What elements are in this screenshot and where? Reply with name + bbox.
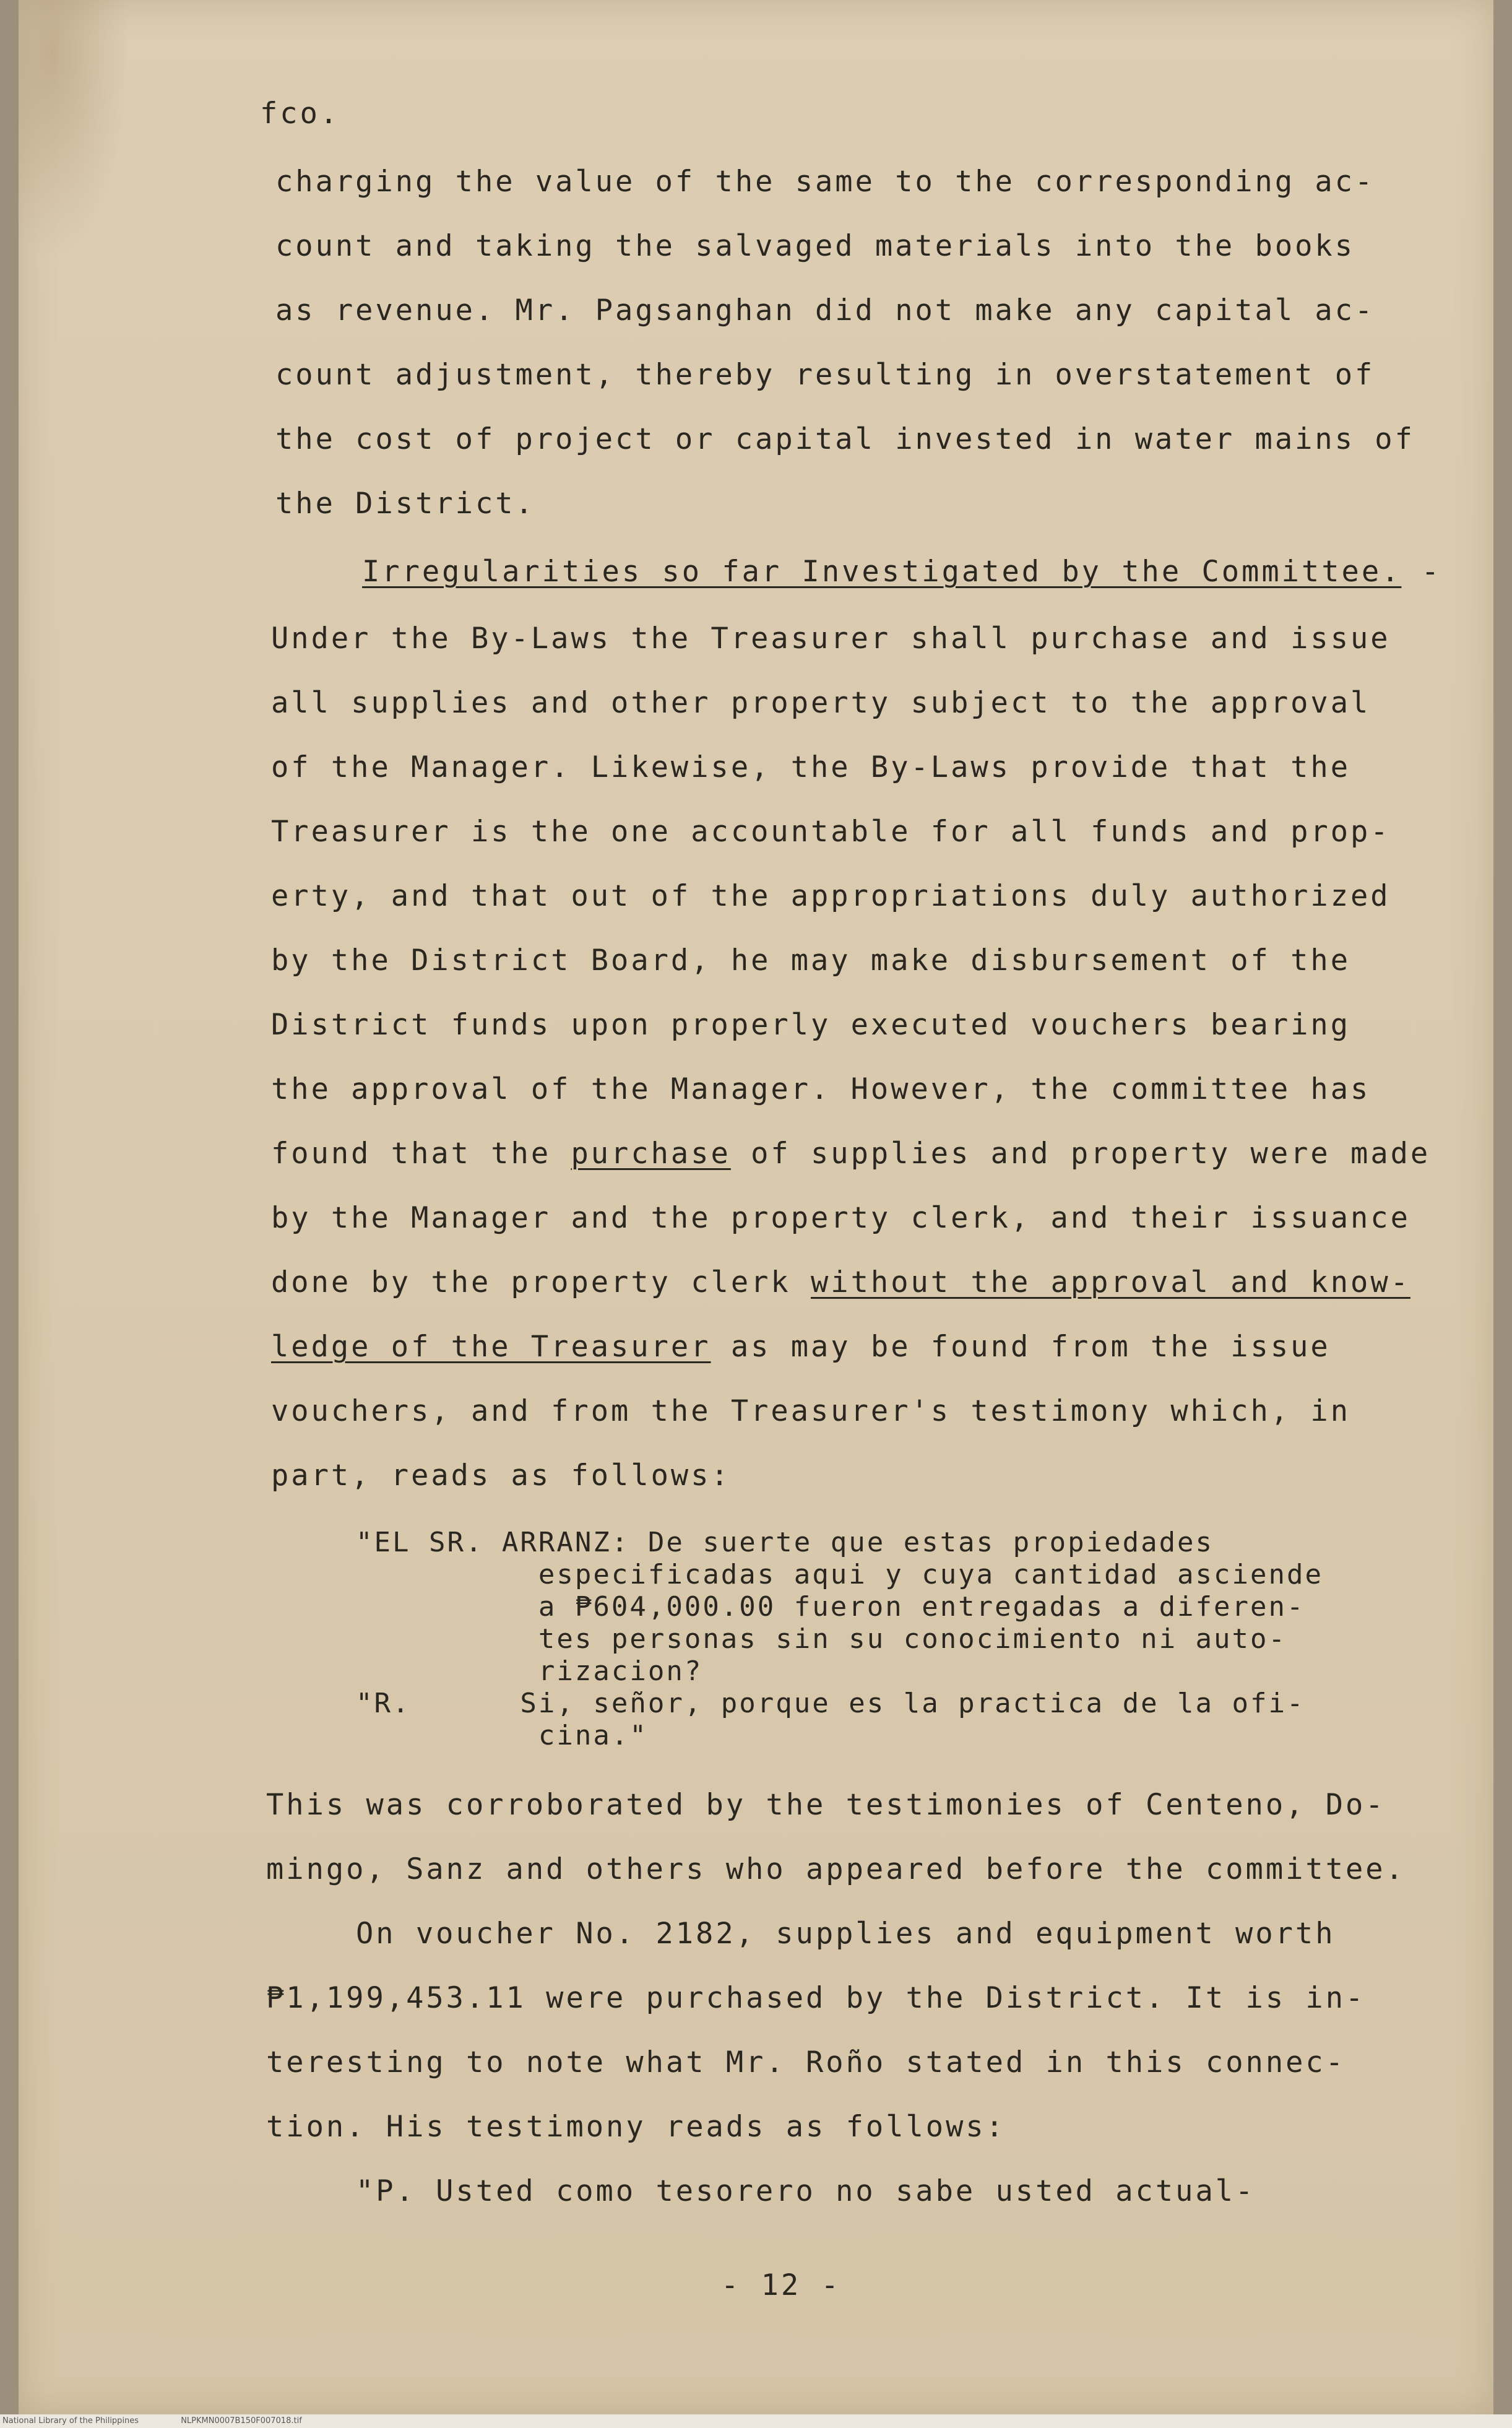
para1-line-6: the District. [275, 487, 535, 521]
knowledge-treasurer-underlined: ledge of the Treasurer [271, 1330, 711, 1364]
purchase-underlined: purchase [571, 1137, 731, 1171]
para2-line-9-a: found that the [271, 1137, 571, 1171]
para4-line-2: ₱1,199,453.11 were purchased by the District. It is in- [266, 1981, 1366, 2015]
para2-line-7: District funds upon properly executed vouchers bearing [271, 1008, 1351, 1042]
para1-line-5: the cost of project or capital invested in water mains of [275, 422, 1415, 456]
quote1-line-3: a ₱604,000.00 fueron entregadas a diferen- [356, 1591, 1305, 1623]
para2-line-5: erty, and that out of the appropriations duly authorized [271, 879, 1391, 913]
para2-line-3: of the Manager. Likewise, the By-Laws provide that the [271, 750, 1351, 784]
para2-line-10: by the Manager and the property clerk, and their issuance [271, 1201, 1410, 1235]
para4-line-1: On voucher No. 2182, supplies and equipment worth [356, 1917, 1336, 1951]
top-fragment: fco. [260, 97, 340, 131]
section-heading [362, 555, 1442, 589]
para2-line-8: the approval of the Manager. However, the committee has [271, 1072, 1371, 1106]
para2-line-13: vouchers, and from the Treasurer's testimony which, in [271, 1394, 1351, 1428]
footer-file: NLPKMN0007B150F007018.tif [181, 2416, 302, 2426]
para2-line-14: part, reads as follows: [271, 1459, 731, 1493]
para3-line-2: mingo, Sanz and others who appeared before the committee. [266, 1852, 1406, 1886]
footer-library: National Library of the Philippines [2, 2416, 139, 2426]
para1-line-1: charging the value of the same to the corresponding ac- [275, 165, 1375, 199]
para4-line-3: teresting to note what Mr. Roño stated in this connec- [266, 2045, 1346, 2079]
quote1-line-5: rizacion? [356, 1655, 703, 1687]
quote1-line-6: "R. Si, señor, porque es la practica de la ofi- [356, 1688, 1305, 1719]
quote2-line-1: "P. Usted como tesorero no sabe usted actual- [356, 2174, 1256, 2208]
page-number: - 12 - [721, 2268, 841, 2302]
para2-line-6: by the District Board, he may make disbursement of the [271, 943, 1351, 978]
section-heading-dash: - [1401, 555, 1442, 589]
quote1-line-2: especificadas aqui y cuya cantidad asciende [356, 1559, 1323, 1590]
para4-line-4: tion. His testimony reads as follows: [266, 2110, 1006, 2144]
para2-line-9 [271, 1137, 1431, 1171]
para2-line-12-b: as may be found from the issue [711, 1330, 1331, 1364]
para3-line-1: This was corroborated by the testimonies of Centeno, Do- [266, 1788, 1386, 1822]
section-heading-text: Irregularities so far Investigated by the Committee. [362, 555, 1402, 589]
para2-line-2: all supplies and other property subject to the approval [271, 686, 1371, 720]
para2-line-11 [271, 1265, 1410, 1299]
para2-line-4: Treasurer is the one accountable for all funds and prop- [271, 815, 1391, 849]
para2-line-9-b: of supplies and property were made [730, 1137, 1431, 1171]
para2-line-12 [271, 1330, 1331, 1364]
quote1-line-7: cina." [356, 1720, 648, 1751]
scan-footer [0, 2414, 1512, 2428]
para2-line-11-a: done by the property clerk [271, 1265, 811, 1299]
quote1-line-4: tes personas sin su conocimiento ni auto- [356, 1623, 1287, 1655]
para1-line-4: count adjustment, thereby resulting in overstatement of [275, 358, 1375, 392]
para2-line-1: Under the By-Laws the Treasurer shall purchase and issue [271, 622, 1391, 656]
quote1-line-1: "EL SR. ARRANZ: De suerte que estas propiedades [356, 1527, 1214, 1558]
without-approval-underlined: without the approval and know- [811, 1265, 1410, 1299]
para1-line-3: as revenue. Mr. Pagsanghan did not make any capital ac- [275, 293, 1375, 327]
document-page [19, 0, 1493, 2414]
para1-line-2: count and taking the salvaged materials into the books [275, 229, 1355, 263]
